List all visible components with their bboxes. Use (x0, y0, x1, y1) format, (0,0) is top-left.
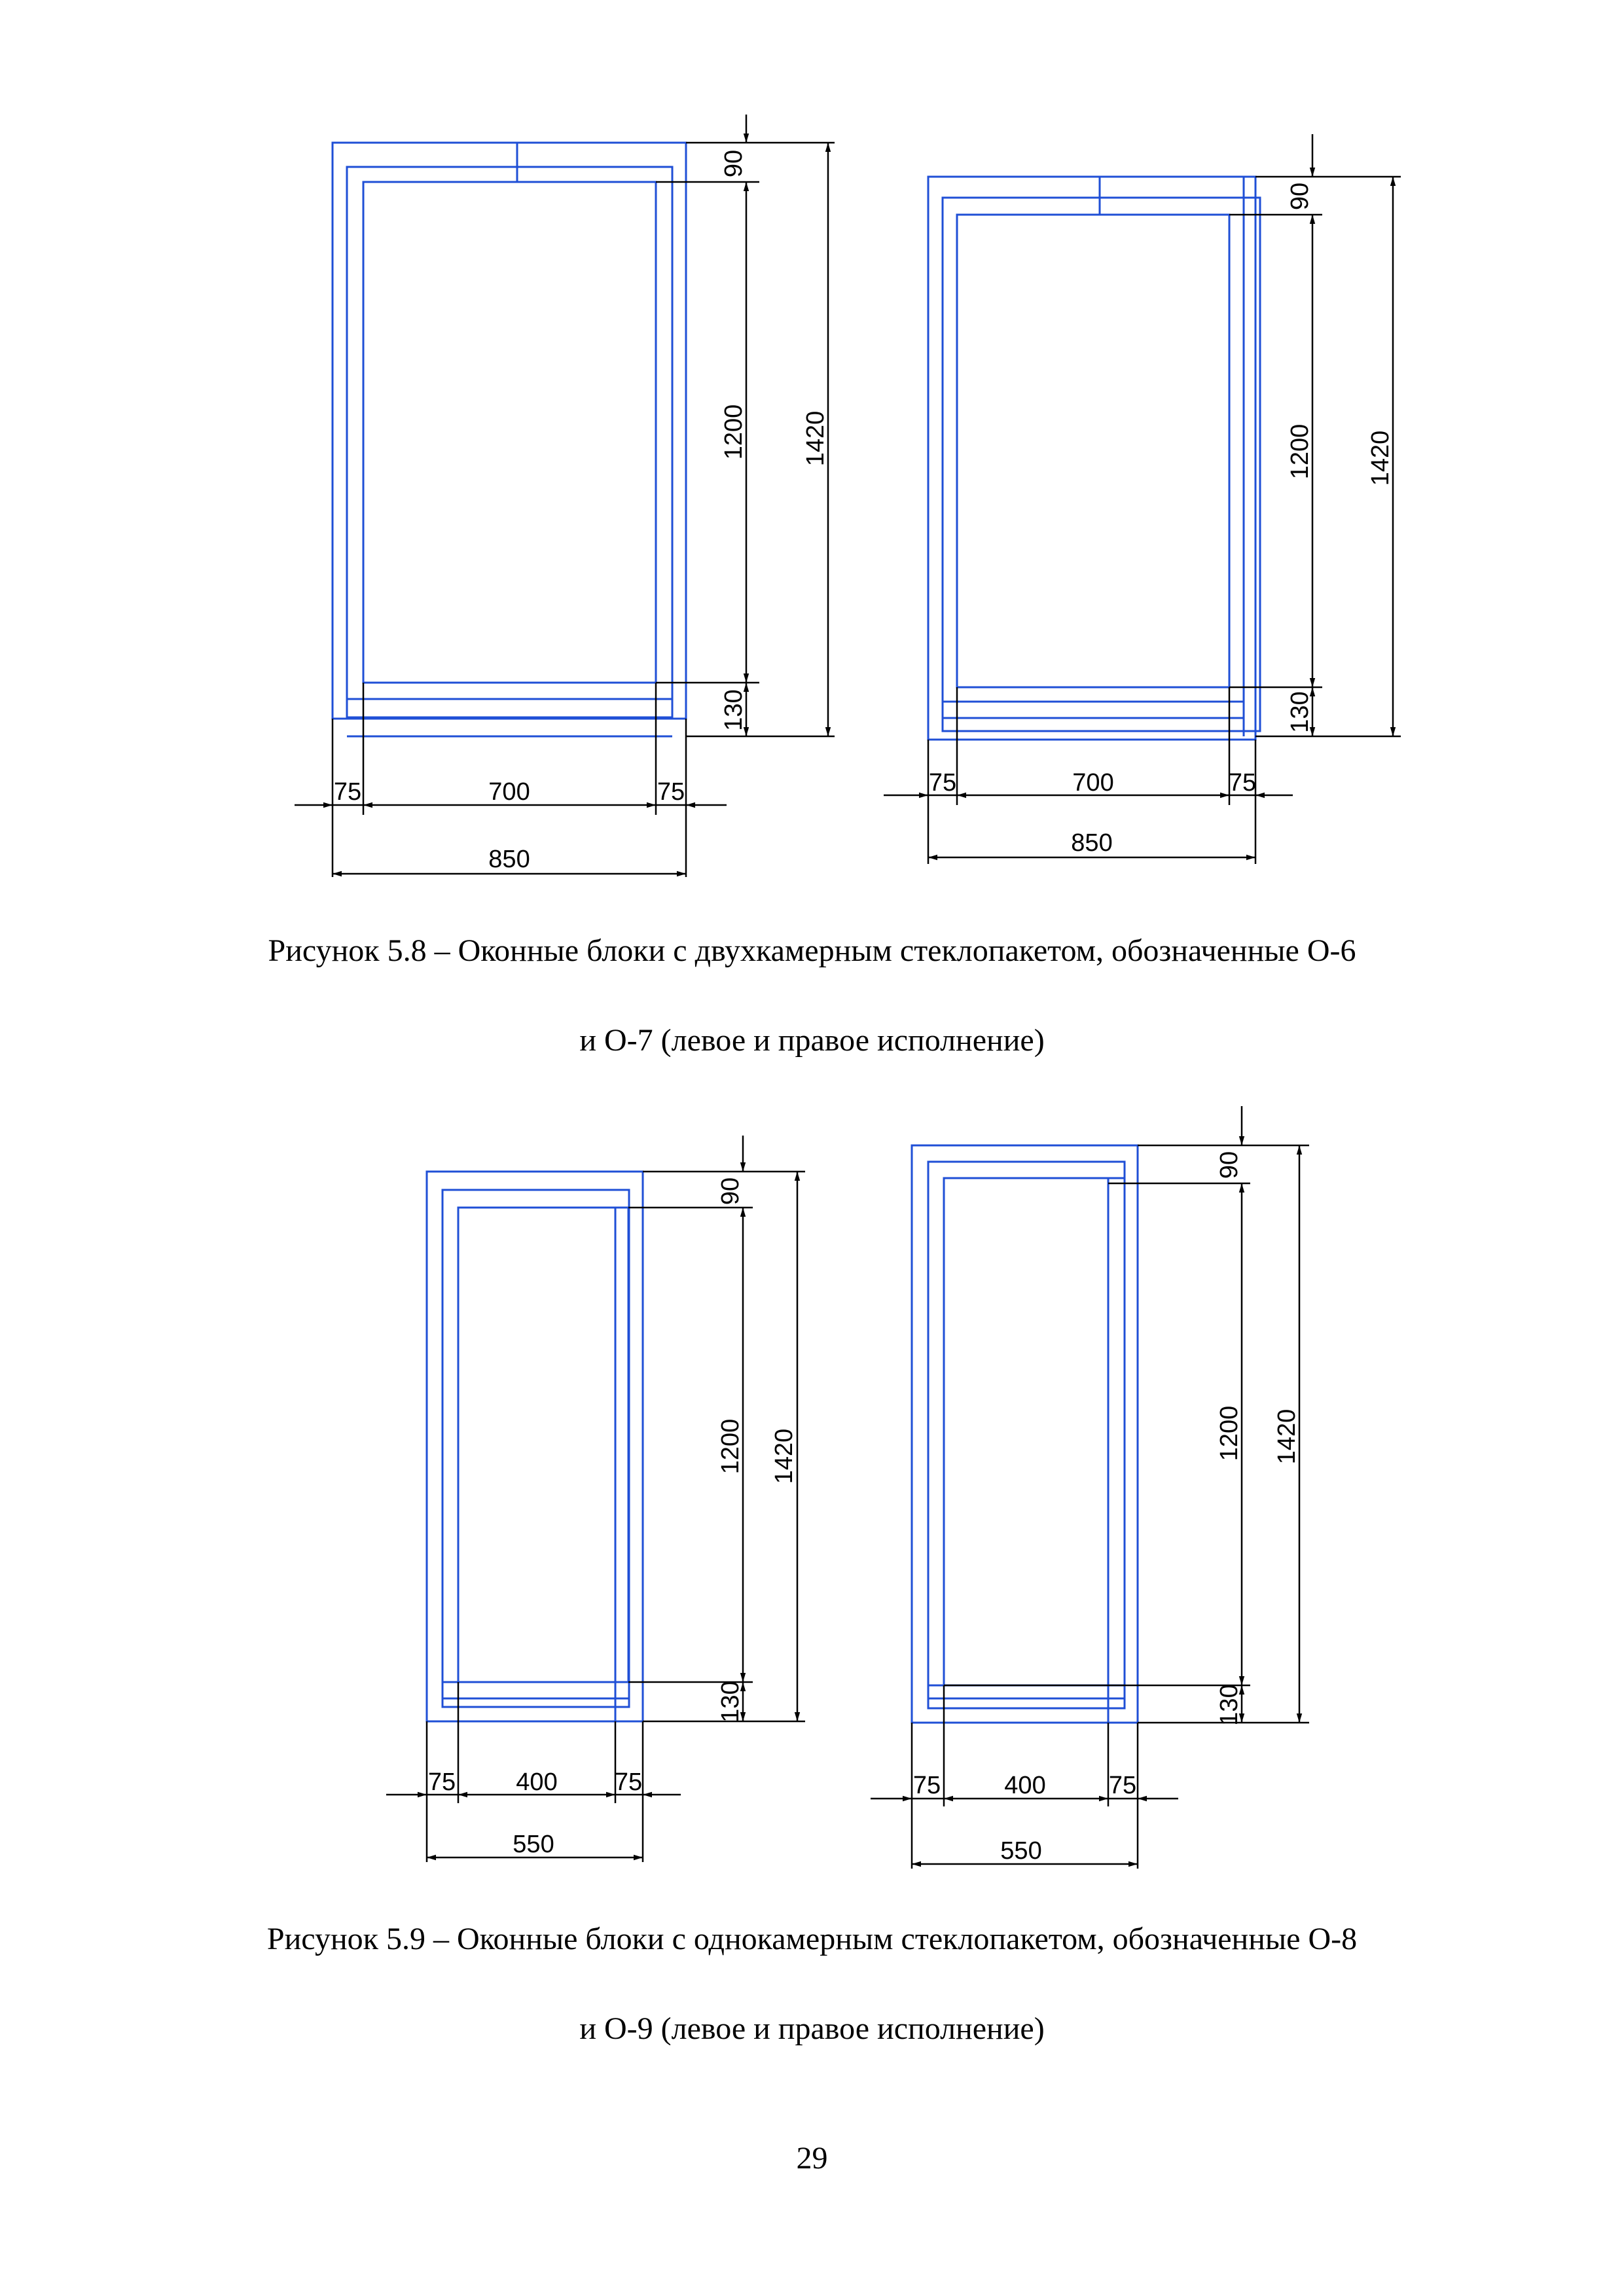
window-o9-drawing (871, 1106, 1309, 1869)
dim-total-height: 1420 (1367, 430, 1394, 486)
dim-bottom: 130 (720, 689, 748, 731)
dim-left-width: 75 (912, 1772, 941, 1799)
dim-total-height: 1420 (1273, 1408, 1301, 1465)
dim-total-width: 850 (488, 846, 530, 873)
window-o7-drawing (884, 134, 1401, 864)
dim-middle: 1200 (1216, 1405, 1243, 1462)
figure-5-8-caption-line1: Рисунок 5.8 – Оконные блоки с двухкамерным стеклопакетом, обозначенные О-6 (268, 933, 1356, 968)
dim-total-width: 850 (1071, 829, 1113, 857)
window-o8-drawing (386, 1136, 805, 1862)
dim-mid-width: 400 (516, 1768, 558, 1796)
dim-top: 90 (1216, 1151, 1243, 1179)
dim-mid-width: 700 (488, 778, 530, 806)
dimension-lines (884, 134, 1401, 864)
dim-middle: 1200 (720, 404, 748, 460)
dim-top: 90 (1286, 182, 1314, 211)
dim-top: 90 (720, 149, 748, 178)
dim-total-height: 1420 (770, 1428, 798, 1484)
dim-total-width: 550 (513, 1831, 554, 1858)
page-number: 29 (796, 2141, 828, 2176)
dim-right-width: 75 (614, 1768, 643, 1796)
dimension-lines (386, 1136, 805, 1862)
figure-5-9-caption-line2: и О-9 (левое и правое исполнение) (579, 2011, 1045, 2046)
dim-mid-width: 700 (1072, 769, 1114, 797)
dim-right-width: 75 (1228, 769, 1257, 797)
dim-middle: 1200 (1286, 423, 1314, 480)
dim-right-width: 75 (657, 778, 685, 806)
window-o6-drawing (295, 115, 835, 877)
window-frame (928, 177, 1260, 740)
dimension-lines (295, 115, 835, 877)
dim-mid-width: 400 (1004, 1772, 1046, 1799)
dim-right-width: 75 (1108, 1772, 1137, 1799)
dim-left-width: 75 (427, 1768, 456, 1796)
dimension-lines (871, 1106, 1309, 1869)
figure-5-8-caption-line2: и О-7 (левое и правое исполнение) (579, 1023, 1045, 1058)
figure-5-9-caption-line1: Рисунок 5.9 – Оконные блоки с однокамерным стеклопакетом, обозначенные О-8 (266, 1922, 1358, 1956)
window-frame (427, 1172, 643, 1721)
dim-total-height: 1420 (802, 410, 829, 467)
dim-top: 90 (717, 1177, 744, 1206)
dim-total-width: 550 (1000, 1837, 1042, 1865)
dim-left-width: 75 (333, 778, 362, 806)
dim-middle: 1200 (717, 1418, 744, 1475)
dim-bottom: 130 (717, 1681, 744, 1723)
dim-bottom: 130 (1216, 1684, 1243, 1726)
dim-bottom: 130 (1286, 691, 1314, 733)
window-frame (912, 1145, 1138, 1723)
dim-left-width: 75 (928, 769, 957, 797)
window-frame (333, 143, 686, 736)
